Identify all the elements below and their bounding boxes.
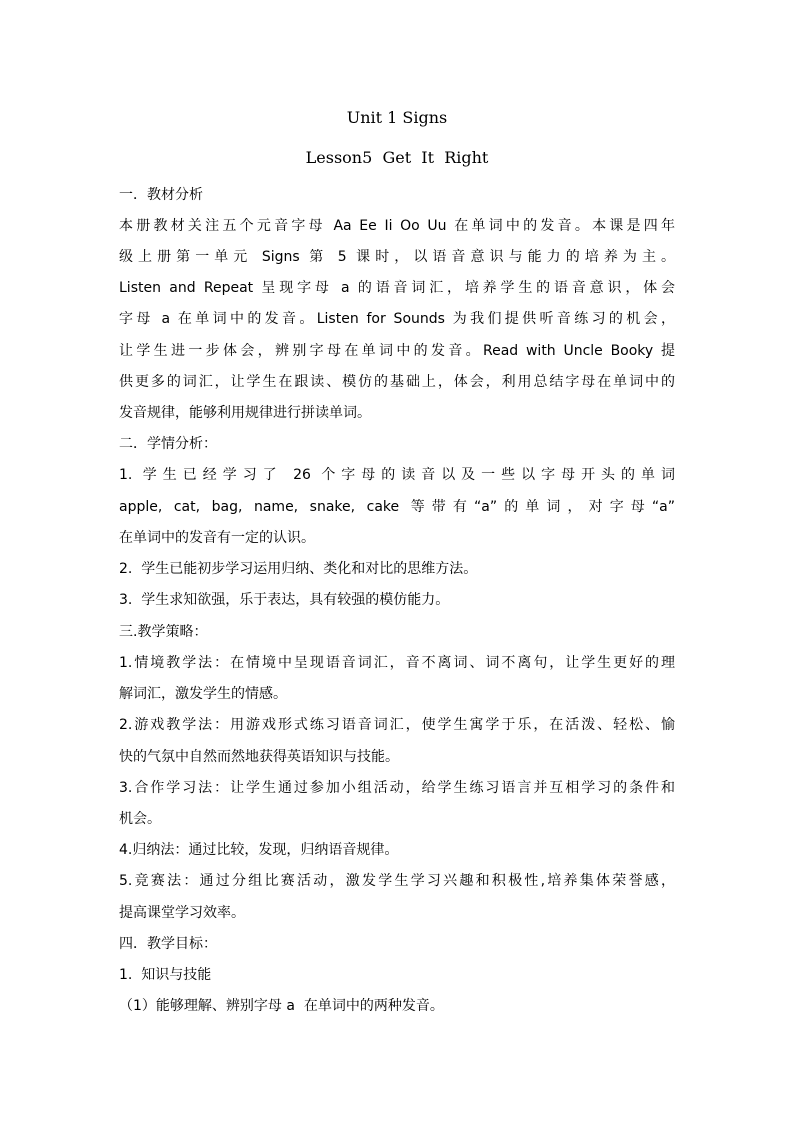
list-item: 3. 学生求知欲强，乐于表达，具有较强的模仿能力。 — [119, 592, 450, 608]
list-item-continuation: 快的气氛中自然而然地获得英语知识与技能。 — [119, 749, 399, 765]
paragraph-line: 字母 a 在单词中的发音。Listen for Sounds 为我们提供听音练习的机会， — [119, 311, 675, 327]
lesson-subtitle: Lesson5 Get It Right — [305, 148, 489, 167]
list-item-continuation: apple, cat, bag, name, snake, cake 等带有“a”的单词，对字母“a” — [119, 499, 675, 515]
paragraph-line: 级上册第一单元 Signs 第 5 课时，以语音意识与能力的培养为主。 — [119, 249, 675, 265]
list-item-continuation: 机会。 — [119, 811, 161, 827]
list-item-continuation: 在单词中的发音有一定的认识。 — [119, 530, 315, 546]
section-heading-textbook-analysis: 一．教材分析 — [119, 187, 203, 203]
paragraph-line: Listen and Repeat 呈现字母 a 的语音词汇，培养学生的语音意识，体会 — [119, 280, 675, 296]
list-item: 1. 学生已经学习了 26 个字母的读音以及一些以字母开头的单词 — [119, 467, 675, 483]
document-title: Unit 1 Signs — [346, 108, 448, 127]
list-item: 1.情境教学法：在情境中呈现语音词汇，音不离词、词不离句，让学生更好的理 — [119, 655, 675, 671]
list-item: 5.竞赛法：通过分组比赛活动，激发学生学习兴趣和积极性,培养集体荣誉感， — [119, 873, 675, 889]
paragraph-line: 发音规律，能够利用规律进行拼读单词。 — [119, 405, 371, 421]
section-heading-teaching-strategies: 三.教学策略： — [119, 624, 208, 640]
paragraph-line: 供更多的词汇，让学生在跟读、模仿的基础上，体会，利用总结字母在单词中的 — [119, 374, 675, 390]
list-item: 4.归纳法：通过比较，发现，归纳语音规律。 — [119, 842, 399, 858]
list-item: 3.合作学习法：让学生通过参加小组活动，给学生练习语言并互相学习的条件和 — [119, 780, 675, 796]
subsection-heading: 1. 知识与技能 — [119, 967, 212, 983]
section-heading-teaching-objectives: 四．教学目标： — [119, 936, 217, 952]
list-item: 2. 学生已能初步学习运用归纳、类化和对比的思维方法。 — [119, 561, 478, 577]
section-heading-learner-analysis: 二．学情分析： — [119, 436, 217, 452]
paragraph-line: 让学生进一步体会，辨别字母在单词中的发音。Read with Uncle Booky 提 — [119, 343, 675, 359]
list-item-continuation: 提高课堂学习效率。 — [119, 905, 245, 921]
list-item: 2.游戏教学法：用游戏形式练习语音词汇，使学生寓学于乐，在活泼、轻松、愉 — [119, 717, 675, 733]
list-item-continuation: 解词汇，激发学生的情感。 — [119, 686, 287, 702]
paragraph-line: 本册教材关注五个元音字母 Aa Ee Ii Oo Uu 在单词中的发音。本课是四年 — [119, 218, 675, 234]
list-item: （1）能够理解、辨别字母 a 在单词中的两种发音。 — [119, 998, 444, 1014]
